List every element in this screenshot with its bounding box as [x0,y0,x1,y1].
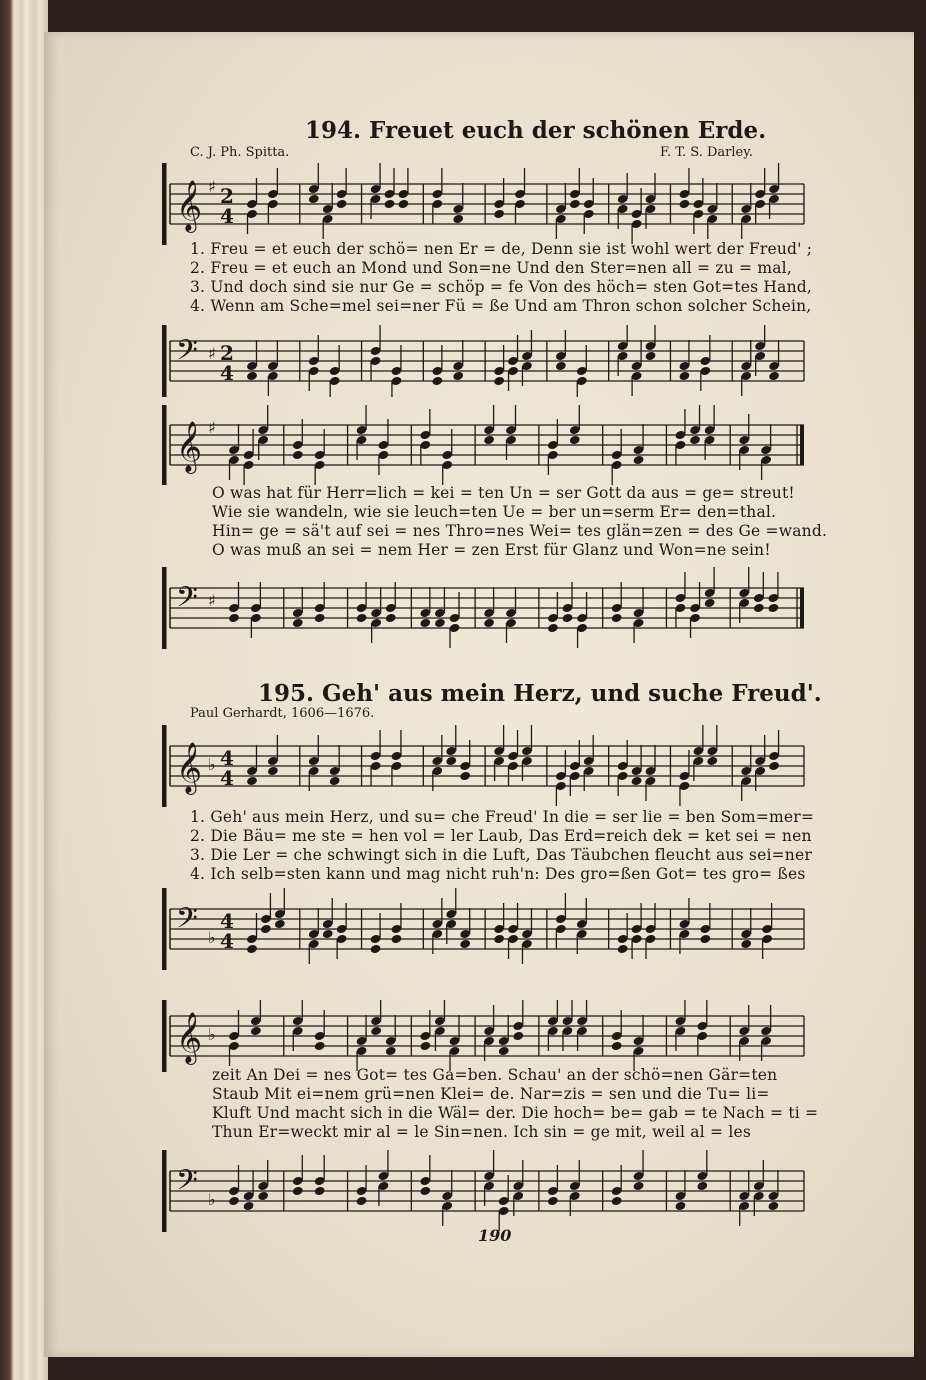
svg-text:2: 2 [220,184,234,208]
hymn-194-verse-1b: O was hat für Herr=lich = kei = ten Un = ser Gott da aus = ge= streut! [212,484,795,502]
svg-text:𝄢: 𝄢 [176,581,198,621]
page-number: 190 [478,1226,512,1245]
hymn-195-lyricist: Paul Gerhardt, 1606—1676. [190,706,375,721]
svg-text:𝄢: 𝄢 [176,902,198,942]
svg-text:♯: ♯ [208,177,216,196]
svg-text:♯: ♯ [208,418,216,437]
book-page-edges [0,0,48,1380]
svg-text:4: 4 [220,929,234,953]
hymn-195-verse-2b: Staub Mit ei=nem grü=nen Klei= de. Nar=zis = sen und die Tu= li= [212,1085,770,1103]
svg-text:4: 4 [220,766,234,790]
hymn-194-composer: F. T. S. Darley. [660,145,753,160]
svg-text:4: 4 [220,909,234,933]
svg-text:2: 2 [220,341,234,365]
hymn-194-verse-4a: 4. Wenn am Sche=mel sei=ner Fü = ße Und am Thron schon solcher Schein, [190,297,812,315]
hymn-195-title: 195. Geh' aus mein Herz, und suche Freud'. [258,680,822,707]
svg-text:𝄞: 𝄞 [176,180,203,231]
hymn-194-verse-2a: 2. Freu = et euch an Mond und Son=ne Und den Ster=nen all = zu = mal, [190,259,792,277]
hymn-194-lyricist: C. J. Ph. Spitta. [190,145,290,160]
svg-text:𝄢: 𝄢 [176,1164,198,1204]
hymn-195-treble-staff-1 [162,725,812,807]
hymn-194-verse-3a: 3. Und doch sind sie nur Ge = schöp = fe Von des höch= sten Got=tes Hand, [190,278,813,296]
hymn-194-verse-3b: Hin= ge = sä't auf sei = nes Thro=nes Wei= tes glän=zen = des Ge =wand. [212,522,828,540]
svg-text:♯: ♯ [208,344,216,363]
hymn-195-verse-3b: Kluft Und macht sich in die Wäl= der. Die hoch= be= gab = te Nach = ti = [212,1104,819,1122]
hymn-194-title: 194. Freuet euch der schönen Erde. [305,117,767,144]
svg-text:♭: ♭ [208,1025,216,1044]
svg-text:♭: ♭ [208,755,216,774]
hymn-195-verse-1b: zeit An Dei = nes Got= tes Ga=ben. Schau' an der schö=nen Gär=ten [212,1066,778,1084]
svg-text:♯: ♯ [208,591,216,610]
svg-text:𝄞: 𝄞 [176,1012,203,1063]
hymn-194-treble-staff-2 [162,405,812,485]
svg-text:4: 4 [220,361,234,385]
hymn-194-verse-1a: 1. Freu = et euch der schö= nen Er = de, Denn sie ist wohl wert der Freud' ; [190,240,813,258]
hymn-195-verse-3a: 3. Die Ler = che schwingt sich in die Luft, Das Täubchen fleucht aus sei=ner [190,846,812,864]
hymn-195-verse-1a: 1. Geh' aus mein Herz, und su= che Freud' In die = ser lie = ben Som=mer= [190,808,815,826]
hymn-195-verse-2a: 2. Die Bäu= me ste = hen vol = ler Laub, Das Erd=reich dek = ket sei = nen [190,827,812,845]
hymn-195-verse-4b: Thun Er=weckt mir al = le Sin=nen. Ich sin = ge mit, weil al = les [212,1123,752,1141]
hymn-194-verse-4b: O was muß an sei = nem Her = zen Erst für Glanz und Won=ne sein! [212,541,771,559]
hymn-194-bass-staff-1 [162,325,812,397]
svg-text:𝄞: 𝄞 [176,742,203,793]
hymn-195-bass-staff-1 [162,888,812,970]
hymn-195-bass-staff-2 [162,1150,812,1232]
svg-text:♭: ♭ [208,1190,216,1209]
hymn-195-verse-4a: 4. Ich selb=sten kann und mag nicht ruh'n: Des gro=ßen Got= tes gro= ßes [190,865,806,883]
svg-text:𝄞: 𝄞 [176,421,203,472]
svg-text:4: 4 [220,746,234,770]
hymn-194-treble-staff-1 [162,163,812,245]
hymn-194-bass-staff-2 [162,567,812,649]
svg-text:𝄢: 𝄢 [176,334,198,374]
svg-text:♭: ♭ [208,928,216,947]
svg-text:4: 4 [220,204,234,228]
hymn-195-treble-staff-2 [162,1000,812,1072]
hymn-194-verse-2b: Wie sie wandeln, wie sie leuch=ten Ue = ber un=serm Er= den=thal. [212,503,777,521]
